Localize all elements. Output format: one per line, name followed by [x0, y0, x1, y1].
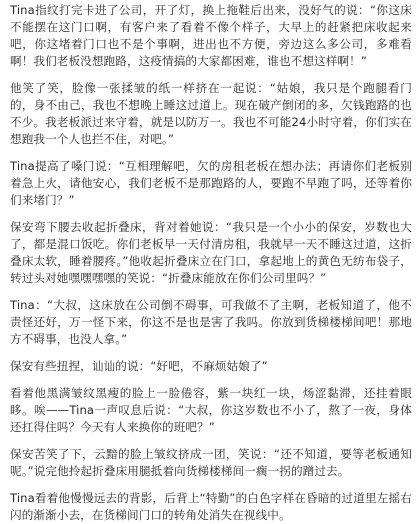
paragraph-5: Tina：“大叔，这床放在公司倒不碍事，可我做不了主啊，老板知道了，他不责怪还好，万一怪下来，你这不是也是害了我吗。你放到货梯楼梯间吧！那地方不碍事，也没人拿。” [10, 298, 412, 346]
paragraph-2: 他笑了笑，脸像一张揉皱的纸一样挤在一起说：“姑娘，我只是个跑腿看门的，身不由己，我也不想晚上睡这过道上。现在破产倒闭的多，欠钱跑路的也不少。我老板派过来守着，就是以防万一。我也不可能24小时守着，你们实在想跑我一个人也拦不住，对吧。” [10, 81, 412, 146]
paragraph-4: 保安弯下腰去收起折叠床，背对着她说：“我只是一个小小的保安，岁数也大了，都是混口饭吃。你们老板早一天付清房租，我就早一天不睡这过道，这折叠床太软，睡着腰疼。”他收起折叠床立在门口，拿起地上的黄色无纺布袋子，转过头对她嘿嘿嘿嘿的笑说：“折叠床能放在你们公司里吗？” [10, 220, 412, 285]
paragraph-6: 保安有些扭捏，讪讪的说：“好吧，不麻烦姑娘了” [10, 359, 268, 373]
paragraph-3: Tina提高了嗓门说：“互相理解吧，欠的房租老板在想办法；再请你们老板别着急上火，请他安心，我们老板不是那跑路的人，要跑不早跑了吗，还等着你们来堵门？” [10, 159, 412, 207]
paragraph-8: 保安苦笑了下，云黯的脸上皱纹挤成一团，笑说：“还不知道，要等老板通知呢。”说完他拎起折叠床用腿抵着向货梯楼梯间一瘸一拐的蹭过去。 [10, 447, 412, 478]
paragraph-7: 看着他黑满皱纹黑瘦的脸上一脸倦容，紫一块红一块，炀涩黏滞，还挂着眼眵。唉——Tina一声叹息后说：“大叔，你这岁数也不小了，熬了一夜，身体还扛得住吗？今天有人来换你的班吧？” [10, 386, 412, 434]
paragraph-1: Tina指纹打完卡进了公司，开了灯，换上拖鞋后出来，没好气的说：“你这床不能摆在这门口啊，有客户来了看着不像个样子，大早上的赶紧把床收起来吧，你这堵着门口也不是个事啊，进出也不方便，旁边这么多公司，多难看啊！我们老板没想跑路，这疫情搞的大家都困难，谁也不想这样啊！” [10, 3, 412, 68]
paragraph-9: Tina看着他慢慢远去的背影，后背上“特勤”的白色字样在昏暗的过道里左摇右闪的渐渐小去，在货梯间门口的转角处消失在视线中。 [10, 491, 412, 522]
